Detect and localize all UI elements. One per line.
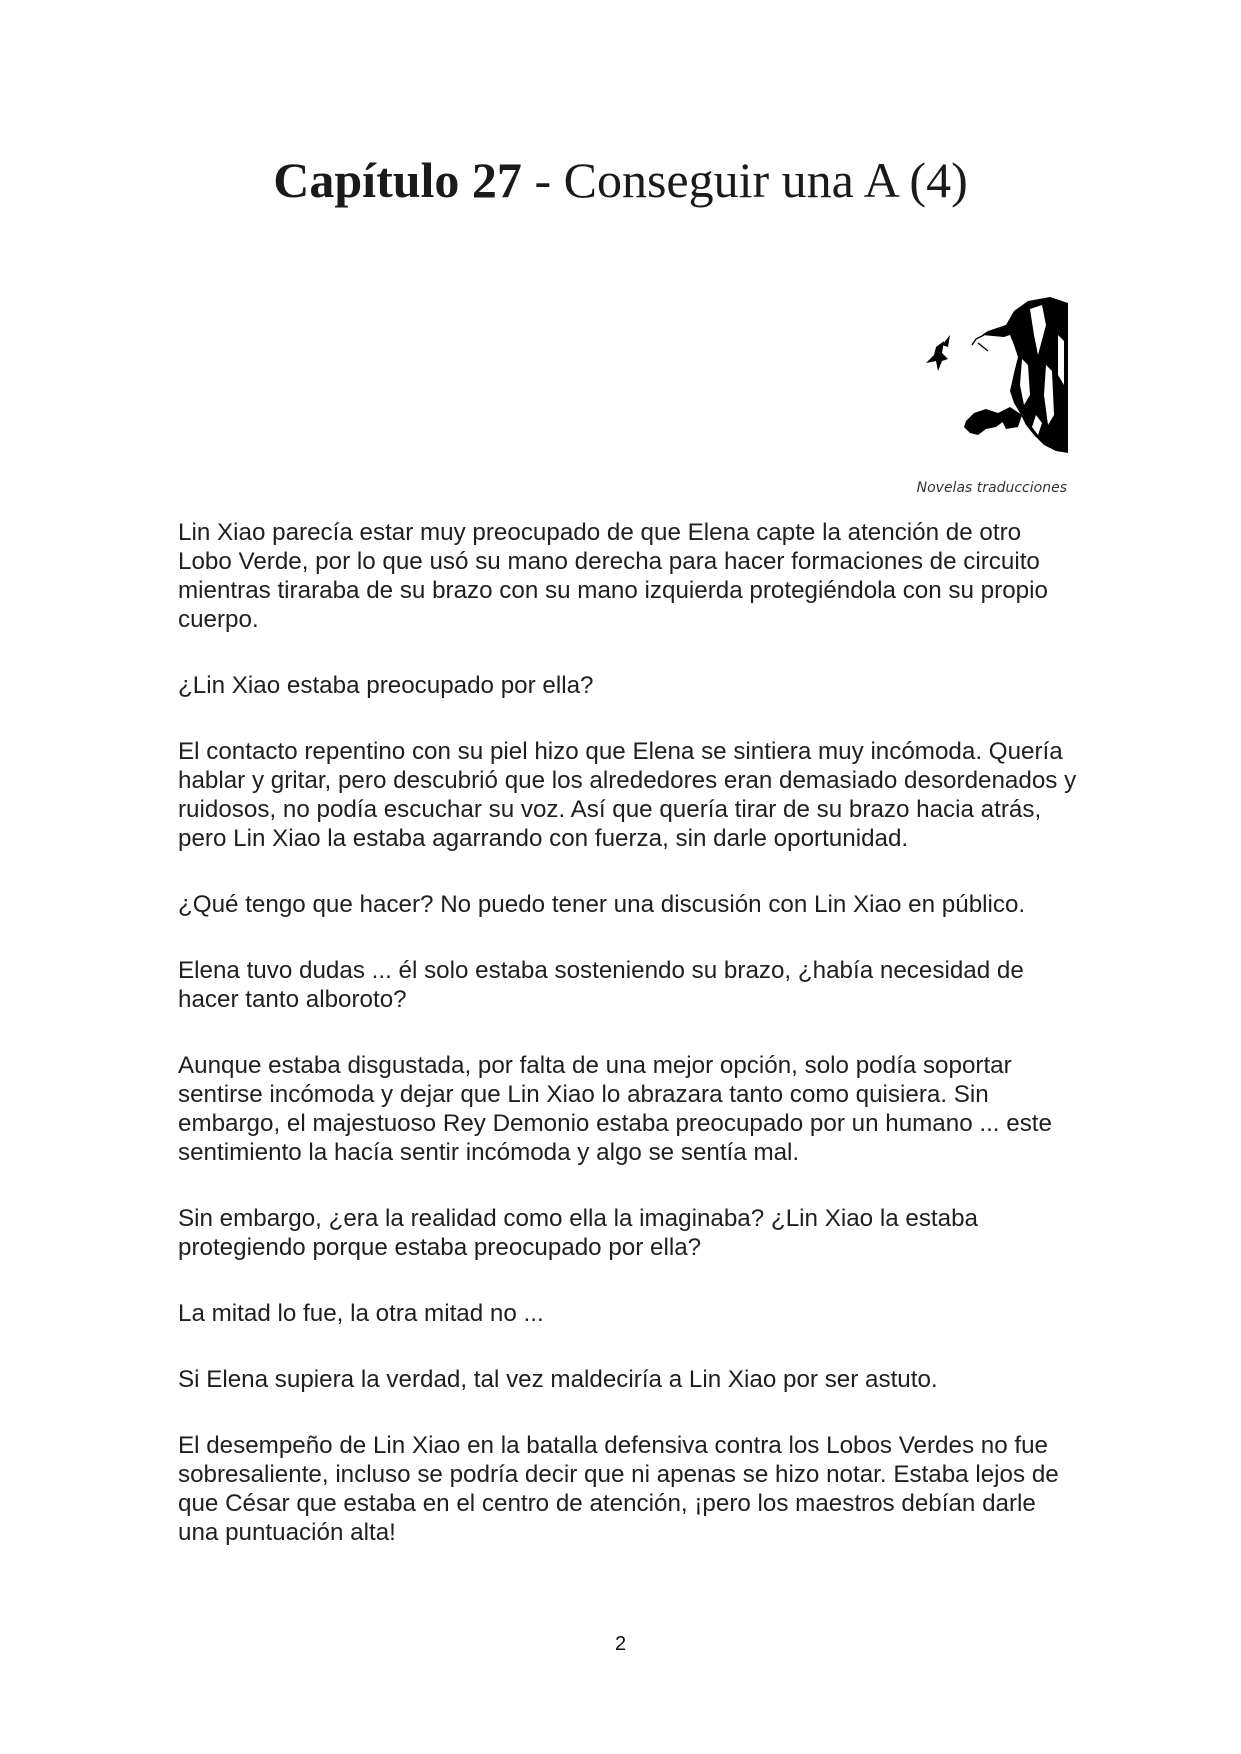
hooded-figure-with-bird-icon — [918, 295, 1068, 453]
logo-caption: Novelas traducciones — [916, 480, 1067, 496]
chapter-subtitle: - Conseguir una A (4) — [521, 152, 968, 208]
paragraph: Aunque estaba disgustada, por falta de una mejor opción, solo podía soportar sentirse incómoda y dejar que Lin Xiao lo abrazara tanto como quisiera. Sin embargo, el majestuoso Rey Demonio estaba preocupado por un humano ... este sentimiento la hacía sentir incómoda y algo se sentía mal. — [178, 1052, 1052, 1166]
paragraph: Lin Xiao parecía estar muy preocupado de que Elena capte la atención de otro Lobo Verde, por lo que usó su mano derecha para hacer formaciones de circuito mientras tiraraba de su brazo con su mano izquierda protegiéndola con su propio cuerpo. — [178, 519, 1048, 633]
page-number: 2 — [614, 1633, 627, 1655]
paragraph: El contacto repentino con su piel hizo que Elena se sintiera muy incómoda. Quería hablar y gritar, pero descubrió que los alrededores eran demasiado desordenados y ruidosos, no podía escuchar su voz. Así que quería tirar de su brazo hacia atrás, pero Lin Xiao la estaba agarrando con fuerza, sin darle oportunidad. — [178, 738, 1077, 852]
chapter-title — [0, 150, 1241, 210]
paragraph: La mitad lo fue, la otra mitad no ... — [178, 1300, 544, 1327]
paragraph: Sin embargo, ¿era la realidad como ella la imaginaba? ¿Lin Xiao la estaba protegiendo porque estaba preocupado por ella? — [178, 1205, 978, 1261]
paragraph: ¿Qué tengo que hacer? No puedo tener una discusión con Lin Xiao en público. — [178, 891, 1026, 918]
paragraph: El desempeño de Lin Xiao en la batalla defensiva contra los Lobos Verdes no fue sobresaliente, incluso se podría decir que ni apenas se hizo notar. Estaba lejos de que César que estaba en el centro de atención, ¡pero los maestros debían darle una puntuación alta! — [178, 1432, 1059, 1546]
chapter-body — [178, 518, 1078, 1584]
chapter-number: Capítulo 27 — [273, 152, 522, 208]
paragraph: ¿Lin Xiao estaba preocupado por ella? — [178, 672, 594, 699]
paragraph: Si Elena supiera la verdad, tal vez maldeciría a Lin Xiao por ser astuto. — [178, 1366, 938, 1393]
paragraph: Elena tuvo dudas ... él solo estaba sosteniendo su brazo, ¿había necesidad de hacer tanto alboroto? — [178, 957, 1024, 1013]
